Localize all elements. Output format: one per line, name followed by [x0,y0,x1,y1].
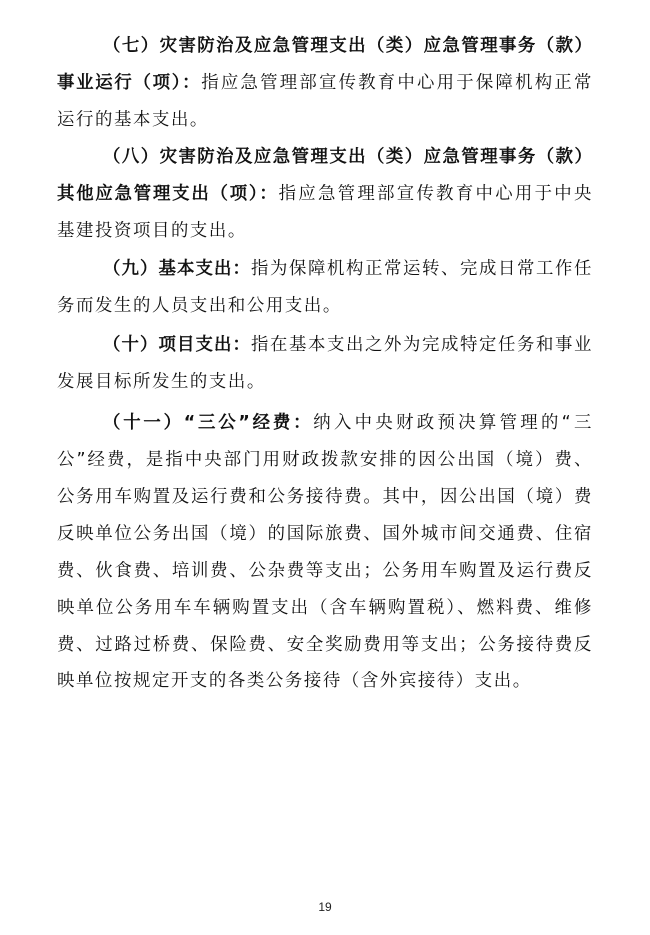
paragraph-heading: （七）灾害防治及应急管理支出（类）应急管理事务（款）事业运行（项）： [57,36,593,93]
paragraph-9 [57,251,593,325]
paragraph-body: 指在基本支出之外为完成特定任务和事业发展目标所发生的支出。 [57,335,593,393]
paragraph-body: 纳入中央财政预决算管理的“三公”经费，是指中央部门用财政拨款安排的因公出国（境）费、公务用车购置及运行费和公务接待费。其中，因公出国（境）费反映单位公务出国（境）的国际旅费、国外城市间交通费、住宿费、伙食费、培训费、公杂费等支出；公务用车购置及运行费反映单位公务用车车辆购置支出（含车辆购置税）、燃料费、维修费、过路过桥费、保险费、安全奖励费用等支出；公务接待费反映单位按规定开支的各类公务接待（含外宾接待）支出。 [57,413,593,692]
paragraph-8 [57,139,593,250]
paragraph-10 [57,327,593,401]
paragraph-heading: （九）基本支出： [103,259,251,280]
paragraph-body: 指应急管理部宣传教育中心用于保障机构正常运行的基本支出。 [57,72,593,130]
paragraph-heading: （十一）“三公”经费： [103,413,314,434]
paragraph-heading: （八）灾害防治及应急管理支出（类）应急管理事务（款）其他应急管理支出（项）： [57,146,593,204]
paragraph-11 [57,405,593,700]
paragraph-7 [57,28,593,139]
paragraph-body: 指为保障机构正常运转、完成日常工作任务而发生的人员支出和公用支出。 [57,259,593,317]
paragraph-body: 指应急管理部宣传教育中心用于中央基建投资项目的支出。 [57,183,593,241]
body-text [57,28,593,700]
page-number: 19 [318,900,332,914]
paragraph-heading: （十）项目支出： [103,335,251,356]
